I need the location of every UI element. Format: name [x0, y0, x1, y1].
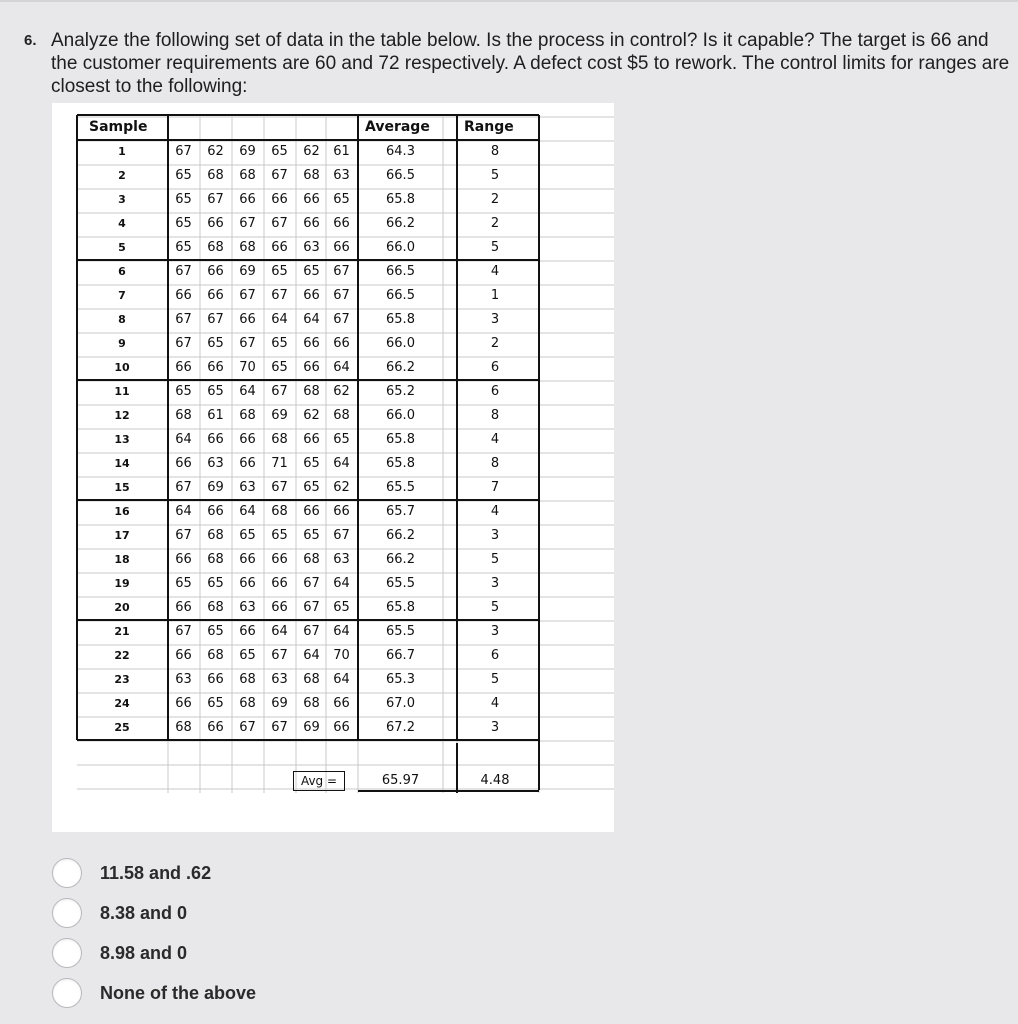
observation-value: 67 [271, 384, 288, 399]
question-text: Analyze the following set of data in the table below. Is the process in control? Is it capable? The target is 66 and the customer requirements are 60 and 72 respectively. A defect cost $5 to rework. The control limits for ranges are closest to the following: [51, 30, 1010, 97]
observation-value: 66 [239, 432, 256, 447]
observation-value: 66 [175, 288, 192, 303]
observation-value: 67 [271, 168, 288, 183]
row-range: 5 [490, 168, 500, 183]
observation-value: 65 [175, 240, 192, 255]
header-sample: Sample [89, 119, 148, 135]
observation-value: 69 [207, 480, 224, 495]
observation-value: 64 [239, 504, 256, 519]
observation-value: 65 [333, 192, 350, 207]
sample-number: 17 [114, 529, 130, 542]
row-average: 65.8 [386, 456, 415, 471]
observation-value: 65 [303, 480, 320, 495]
sample-number: 6 [118, 265, 126, 278]
row-average: 66.2 [386, 360, 415, 375]
observation-value: 68 [303, 672, 320, 687]
radio-4[interactable] [52, 978, 82, 1008]
row-range: 4 [490, 504, 500, 519]
row-range: 1 [490, 288, 500, 303]
observation-value: 62 [303, 408, 320, 423]
observation-value: 65 [207, 576, 224, 591]
observation-value: 69 [271, 696, 288, 711]
observation-value: 65 [271, 360, 288, 375]
observation-value: 63 [239, 480, 256, 495]
row-range: 3 [490, 720, 500, 735]
observation-value: 66 [175, 600, 192, 615]
row-range: 2 [490, 336, 500, 351]
sample-number: 2 [118, 169, 126, 182]
observation-value: 61 [207, 408, 224, 423]
observation-value: 66 [239, 192, 256, 207]
observation-value: 67 [271, 720, 288, 735]
observation-value: 64 [303, 312, 320, 327]
observation-value: 65 [303, 264, 320, 279]
observation-value: 68 [271, 432, 288, 447]
row-range: 4 [490, 432, 500, 447]
sample-number: 24 [114, 697, 130, 710]
observation-value: 67 [333, 528, 350, 543]
row-range: 6 [490, 360, 500, 375]
summary-average: 65.97 [381, 773, 420, 788]
header-range: Range [464, 119, 514, 135]
observation-value: 66 [303, 504, 320, 519]
observation-value: 64 [333, 576, 350, 591]
row-average: 66.0 [386, 408, 415, 423]
observation-value: 69 [239, 264, 256, 279]
row-average: 65.8 [386, 192, 415, 207]
observation-value: 65 [175, 192, 192, 207]
row-range: 8 [490, 456, 500, 471]
observation-value: 65 [207, 696, 224, 711]
option-4[interactable] [52, 977, 257, 1009]
observation-value: 65 [333, 432, 350, 447]
observation-value: 65 [303, 456, 320, 471]
observation-value: 65 [333, 600, 350, 615]
observation-value: 66 [239, 312, 256, 327]
observation-value: 66 [303, 432, 320, 447]
observation-value: 63 [207, 456, 224, 471]
observation-value: 68 [239, 240, 256, 255]
observation-value: 70 [333, 648, 350, 663]
row-range: 6 [490, 648, 500, 663]
observation-value: 67 [175, 528, 192, 543]
row-average: 66.2 [386, 528, 415, 543]
observation-value: 66 [303, 216, 320, 231]
summary-range: 4.48 [480, 773, 510, 788]
row-range: 2 [490, 192, 500, 207]
row-average: 65.5 [386, 576, 415, 591]
option-1-label: 11.58 and .62 [100, 862, 212, 883]
observation-value: 68 [207, 600, 224, 615]
row-average: 67.2 [386, 720, 415, 735]
row-range: 4 [490, 696, 500, 711]
sample-number: 3 [118, 193, 126, 206]
observation-value: 68 [239, 696, 256, 711]
observation-value: 68 [303, 384, 320, 399]
sample-number: 13 [114, 433, 130, 446]
observation-value: 66 [271, 552, 288, 567]
sample-number: 23 [114, 673, 130, 686]
observation-value: 66 [175, 456, 192, 471]
observation-value: 67 [303, 576, 320, 591]
observation-value: 66 [207, 432, 224, 447]
observation-value: 64 [175, 432, 192, 447]
row-range: 3 [490, 624, 500, 639]
observation-value: 66 [271, 240, 288, 255]
observation-value: 61 [333, 144, 350, 159]
observation-value: 67 [175, 264, 192, 279]
observation-value: 63 [333, 168, 350, 183]
sample-number: 14 [114, 457, 130, 470]
header-average: Average [365, 119, 430, 135]
observation-value: 66 [303, 336, 320, 351]
observation-value: 64 [333, 624, 350, 639]
sample-number: 1 [118, 145, 126, 158]
observation-value: 66 [239, 456, 256, 471]
observation-value: 68 [207, 648, 224, 663]
observation-value: 68 [239, 672, 256, 687]
row-range: 4 [490, 264, 500, 279]
top-divider [0, 0, 1018, 2]
observation-value: 68 [207, 168, 224, 183]
observation-value: 67 [271, 288, 288, 303]
row-average: 65.8 [386, 312, 415, 327]
sample-number: 18 [114, 553, 130, 566]
row-range: 6 [490, 384, 500, 399]
row-range: 5 [490, 600, 500, 615]
observation-value: 65 [207, 336, 224, 351]
option-3-label: 8.98 and 0 [100, 942, 188, 963]
sample-number: 9 [118, 337, 126, 350]
observation-value: 66 [271, 600, 288, 615]
observation-value: 68 [303, 552, 320, 567]
observation-value: 64 [271, 312, 288, 327]
row-range: 3 [490, 528, 500, 543]
row-average: 65.8 [386, 600, 415, 615]
observation-value: 67 [175, 336, 192, 351]
observation-value: 62 [333, 480, 350, 495]
observation-value: 68 [333, 408, 350, 423]
observation-value: 62 [303, 144, 320, 159]
observation-value: 68 [239, 408, 256, 423]
observation-value: 68 [207, 552, 224, 567]
radio-2[interactable] [52, 898, 82, 928]
observation-value: 66 [207, 360, 224, 375]
observation-value: 68 [303, 168, 320, 183]
row-range: 5 [490, 552, 500, 567]
observation-value: 67 [333, 312, 350, 327]
observation-value: 62 [207, 144, 224, 159]
observation-value: 66 [333, 504, 350, 519]
observation-value: 67 [239, 288, 256, 303]
observation-value: 68 [175, 720, 192, 735]
observation-value: 63 [239, 600, 256, 615]
option-3[interactable] [52, 937, 188, 969]
observation-value: 64 [175, 504, 192, 519]
sample-number: 7 [118, 289, 126, 302]
observation-value: 66 [333, 240, 350, 255]
row-average: 66.2 [386, 216, 415, 231]
observation-value: 67 [175, 144, 192, 159]
row-average: 65.5 [386, 480, 415, 495]
row-range: 7 [490, 480, 500, 495]
observation-value: 64 [271, 624, 288, 639]
observation-value: 67 [271, 216, 288, 231]
observation-value: 66 [333, 336, 350, 351]
observation-value: 66 [207, 288, 224, 303]
row-average: 66.0 [386, 336, 415, 351]
observation-value: 66 [333, 216, 350, 231]
observation-value: 67 [239, 336, 256, 351]
observation-value: 66 [239, 552, 256, 567]
option-2[interactable] [52, 897, 188, 929]
observation-value: 65 [175, 384, 192, 399]
row-range: 5 [490, 240, 500, 255]
row-average: 66.2 [386, 552, 415, 567]
row-average: 66.5 [386, 264, 415, 279]
observation-value: 65 [207, 624, 224, 639]
observation-value: 62 [333, 384, 350, 399]
radio-3[interactable] [52, 938, 82, 968]
observation-value: 65 [239, 528, 256, 543]
sample-number: 11 [114, 385, 130, 398]
row-average: 64.3 [386, 144, 415, 159]
observation-value: 68 [271, 504, 288, 519]
observation-value: 67 [333, 264, 350, 279]
sample-number: 21 [114, 625, 130, 638]
row-average: 65.2 [386, 384, 415, 399]
observation-value: 66 [239, 576, 256, 591]
observation-value: 63 [303, 240, 320, 255]
row-average: 65.7 [386, 504, 415, 519]
sample-number: 12 [114, 409, 130, 422]
observation-value: 67 [303, 624, 320, 639]
observation-value: 67 [207, 312, 224, 327]
observation-value: 71 [271, 456, 288, 471]
row-average: 65.5 [386, 624, 415, 639]
observation-value: 66 [175, 552, 192, 567]
observation-value: 68 [207, 528, 224, 543]
observation-value: 68 [175, 408, 192, 423]
observation-value: 69 [303, 720, 320, 735]
observation-value: 67 [207, 192, 224, 207]
observation-value: 63 [175, 672, 192, 687]
data-table-image [52, 103, 614, 832]
row-average: 67.0 [386, 696, 415, 711]
observation-value: 67 [175, 624, 192, 639]
observation-value: 67 [271, 480, 288, 495]
sample-number: 15 [114, 481, 130, 494]
row-average: 66.5 [386, 288, 415, 303]
radio-1[interactable] [52, 858, 82, 888]
observation-value: 66 [239, 624, 256, 639]
observation-value: 66 [207, 264, 224, 279]
observation-value: 70 [239, 360, 256, 375]
sample-number: 22 [114, 649, 130, 662]
observation-value: 66 [175, 696, 192, 711]
observation-value: 65 [175, 576, 192, 591]
question-number: 6. [24, 32, 37, 49]
row-range: 5 [490, 672, 500, 687]
row-average: 66.7 [386, 648, 415, 663]
row-average: 65.3 [386, 672, 415, 687]
sample-number: 4 [118, 217, 126, 230]
sample-number: 8 [118, 313, 126, 326]
observation-value: 68 [303, 696, 320, 711]
observation-value: 66 [303, 360, 320, 375]
sample-number: 10 [114, 361, 130, 374]
observation-value: 67 [271, 648, 288, 663]
observation-value: 66 [333, 696, 350, 711]
observation-value: 67 [239, 720, 256, 735]
observation-value: 66 [207, 216, 224, 231]
observation-value: 65 [239, 648, 256, 663]
observation-value: 66 [207, 504, 224, 519]
row-average: 66.5 [386, 168, 415, 183]
observation-value: 68 [207, 240, 224, 255]
observation-value: 68 [239, 168, 256, 183]
observation-value: 64 [333, 456, 350, 471]
observation-value: 66 [271, 192, 288, 207]
row-range: 8 [490, 144, 500, 159]
sample-number: 20 [114, 601, 130, 614]
observation-value: 65 [303, 528, 320, 543]
observation-value: 65 [271, 144, 288, 159]
observation-value: 65 [207, 384, 224, 399]
row-average: 65.8 [386, 432, 415, 447]
observation-value: 66 [175, 648, 192, 663]
observation-value: 69 [239, 144, 256, 159]
observation-value: 67 [303, 600, 320, 615]
observation-value: 65 [175, 168, 192, 183]
option-2-label: 8.38 and 0 [100, 902, 188, 923]
row-range: 3 [490, 312, 500, 327]
observation-value: 65 [175, 216, 192, 231]
observation-value: 67 [333, 288, 350, 303]
observation-value: 65 [271, 336, 288, 351]
row-range: 3 [490, 576, 500, 591]
observation-value: 64 [239, 384, 256, 399]
sample-number: 25 [114, 721, 130, 734]
observation-value: 66 [303, 288, 320, 303]
observation-value: 66 [175, 360, 192, 375]
sample-number: 16 [114, 505, 130, 518]
observation-value: 67 [175, 312, 192, 327]
observation-value: 64 [333, 672, 350, 687]
observation-value: 69 [271, 408, 288, 423]
observation-value: 66 [207, 720, 224, 735]
row-average: 66.0 [386, 240, 415, 255]
summary-label: Avg = [293, 771, 345, 791]
observation-value: 66 [271, 576, 288, 591]
observation-value: 63 [271, 672, 288, 687]
observation-value: 66 [207, 672, 224, 687]
observation-value: 67 [175, 480, 192, 495]
observation-value: 63 [333, 552, 350, 567]
observation-value: 66 [303, 192, 320, 207]
observation-value: 65 [271, 264, 288, 279]
sample-number: 5 [118, 241, 126, 254]
observation-value: 65 [271, 528, 288, 543]
sample-number: 19 [114, 577, 130, 590]
observation-value: 64 [303, 648, 320, 663]
option-4-label: None of the above [100, 982, 257, 1003]
observation-value: 66 [333, 720, 350, 735]
row-range: 2 [490, 216, 500, 231]
row-range: 8 [490, 408, 500, 423]
option-1[interactable] [52, 857, 212, 889]
observation-value: 64 [333, 360, 350, 375]
observation-value: 67 [239, 216, 256, 231]
